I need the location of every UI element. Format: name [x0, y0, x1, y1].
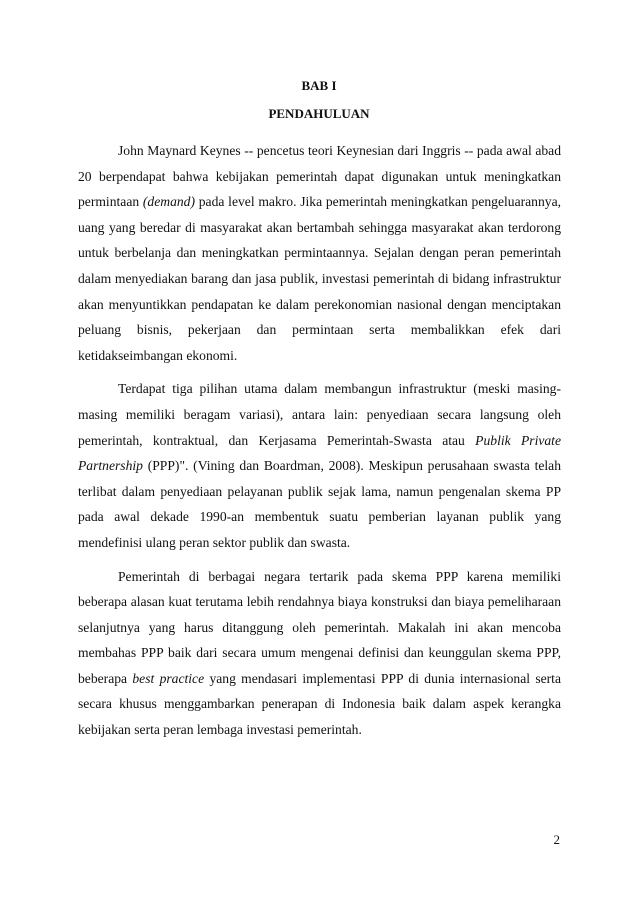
italic-term: Publik Private Partnership [78, 432, 561, 474]
body-text [78, 138, 561, 751]
paragraph [78, 376, 561, 555]
paragraph [78, 564, 561, 743]
text-segment: pada level makro. Jika pemerintah meningkatkan pengeluarannya, uang yang beredar di masyarakat akan bertambah sehingga masyarakat akan terdorong untuk berbelanja dan meningkatkan permintaannya. Sejalan dengan peran pemerintah dalam menyediakan barang dan jasa publik, investasi pemerintah di bidang infrastruktur akan menyuntikkan pendapatan ke dalam perekonomian nasional dengan menciptakan peluang bisnis, pekerjaan dan permintaan serta membalikkan efek dari ketidakseimbangan ekonomi. [78, 194, 561, 363]
text-segment: (PPP)". (Vining dan Boardman, 2008). Meskipun perusahaan swasta telah terlibat dalam penyediaan pelayanan publik sejak lama, namun pengenalan skema PP pada awal dekade 1990-an membentuk suatu pemberian layanan publik yang mendefinisi ulang peran sektor publik dan swasta. [78, 458, 561, 550]
page-number: 2 [553, 832, 560, 847]
chapter-title: PENDAHULUAN [268, 106, 370, 121]
text-segment: Pemerintah di berbagai negara tertarik pada skema PPP karena memiliki beberapa alasan kuat terutama lebih rendahnya biaya konstruksi dan biaya pemeliharaan selanjutnya yang harus ditanggung oleh pemerintah. Makalah ini akan mencoba membahas PPP baik dari secara umum mengenai definisi dan keunggulan skema PPP, beberapa [78, 568, 561, 686]
italic-term: (demand) [142, 194, 195, 210]
paragraph [78, 138, 561, 368]
text-segment: John Maynard Keynes -- pencetus teori Keynesian dari Inggris -- pada awal abad 20 berpendapat bahwa kebijakan pemerintah dapat digunakan untuk meningkatkan permintaan [78, 143, 561, 210]
italic-term: best practice [132, 670, 205, 686]
text-segment: yang mendasari implementasi PPP di dunia internasional serta secara khusus menggambarkan penerapan di Indonesia baik dalam aspek kerangka kebijakan serta peran lembaga investasi pemerintah. [78, 670, 561, 738]
text-segment: Terdapat tiga pilihan utama dalam membangun infrastruktur (meski masing-masing memiliki beragam variasi), antara lain: penyediaan secara langsung oleh pemerintah, kontraktual, dan Kerjasama Pemerintah-Swasta atau [78, 381, 561, 448]
chapter-label: BAB I [301, 78, 337, 93]
